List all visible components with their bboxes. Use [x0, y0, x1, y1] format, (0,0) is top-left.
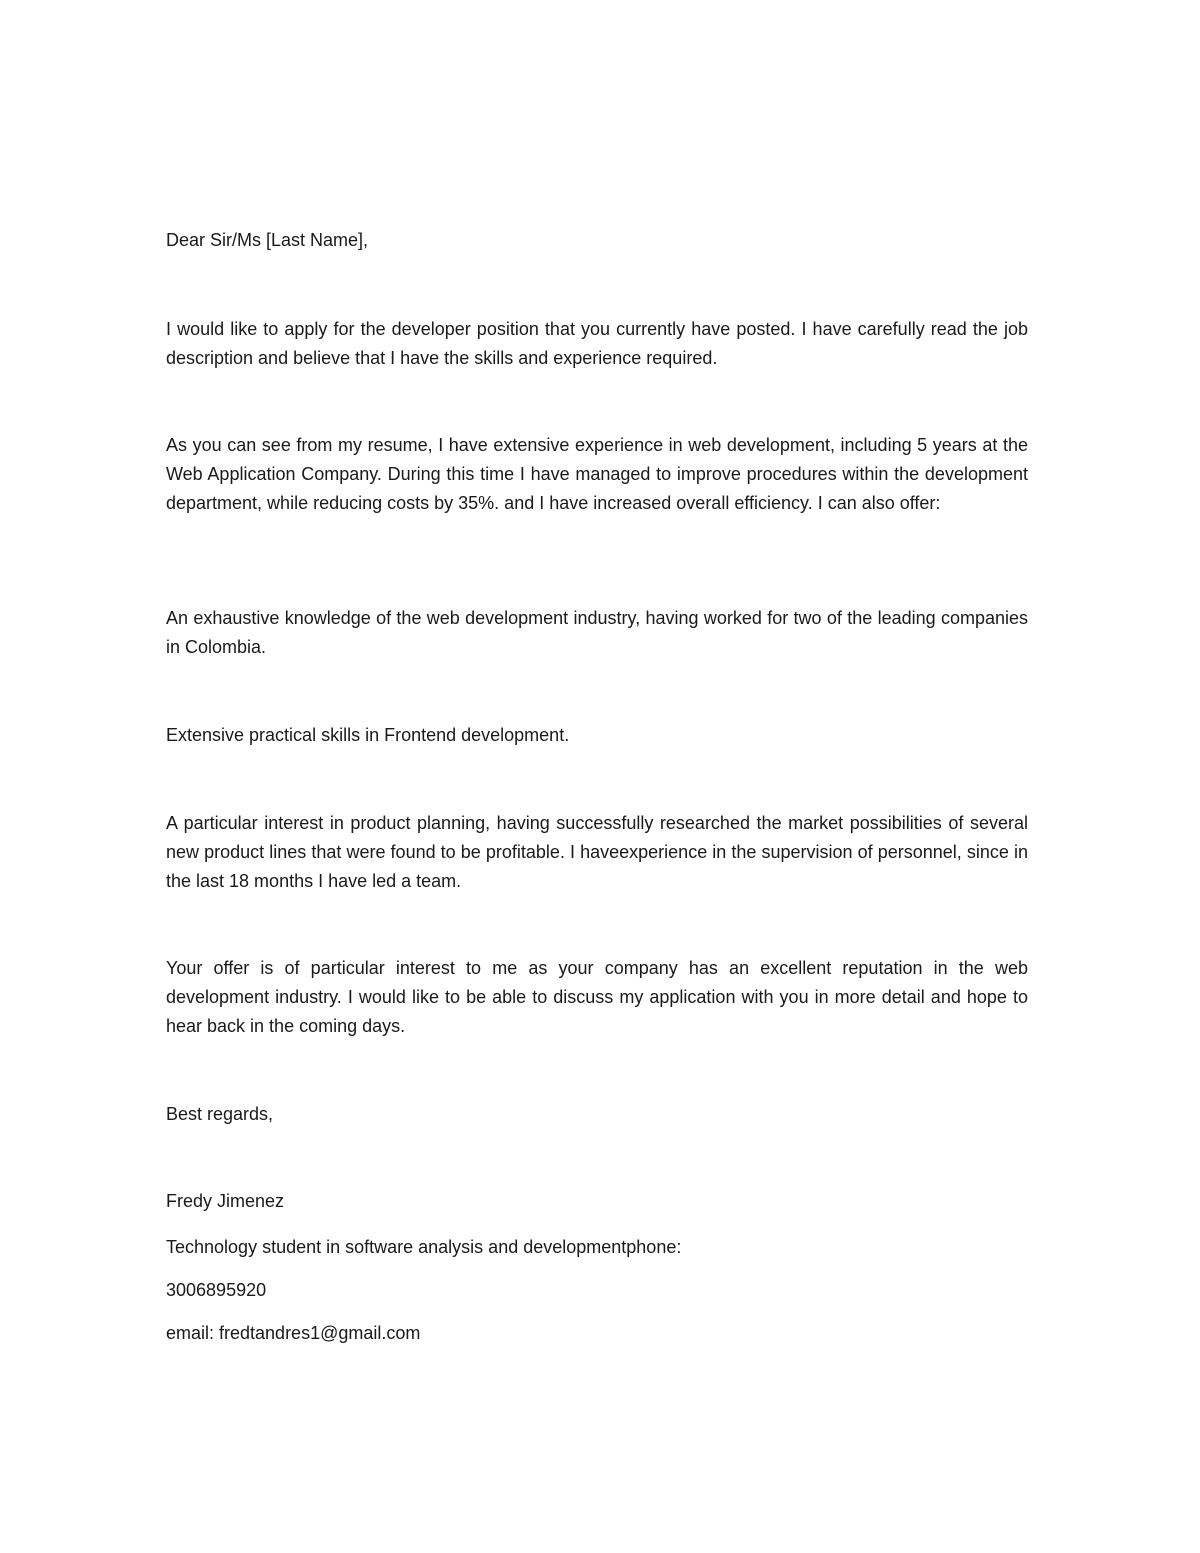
signature-email: email: fredtandres1@gmail.com — [166, 1323, 421, 1343]
signature-phone: 3006895920 — [166, 1280, 267, 1300]
paragraph-intro: I would like to apply for the developer position that you currently have posted. I have carefully read the job description and believe that I have the skills and experience required. — [166, 319, 1028, 368]
paragraph-interest: Your offer is of particular interest to me as your company has an excellent reputation in the web development industry. I would like to be able to discuss my application with you in more detail and hope to hear back in the coming days. — [166, 958, 1028, 1036]
paragraph-frontend: Extensive practical skills in Frontend development. — [166, 725, 570, 745]
salutation: Dear Sir/Ms [Last Name], — [166, 230, 369, 250]
closing: Best regards, — [166, 1104, 274, 1124]
signature-title: Technology student in software analysis and developmentphone: — [166, 1237, 682, 1257]
paragraph-planning: A particular interest in product planning, having successfully researched the market possibilities of several new product lines that were found to be profitable. I haveexperience in the supervision of personnel, since in the last 18 months I have led a team. — [166, 813, 1028, 891]
paragraph-knowledge: An exhaustive knowledge of the web development industry, having worked for two of the leading companies in Colombia. — [166, 608, 1028, 657]
paragraph-experience: As you can see from my resume, I have extensive experience in web development, including 5 years at the Web Application Company. During this time I have managed to improve procedures within the development department, while reducing costs by 35%. and I have increased overall efficiency. I can also offer: — [166, 435, 1028, 513]
signature-name: Fredy Jimenez — [166, 1191, 285, 1211]
